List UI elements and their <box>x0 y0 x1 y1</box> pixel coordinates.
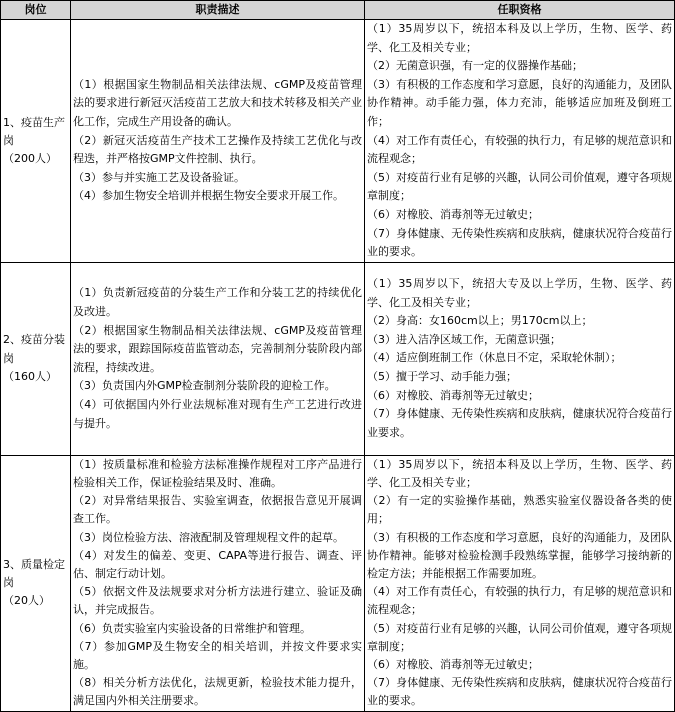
duty-item: （3）参与并实施工艺及设备验证。 <box>73 170 245 184</box>
qualification-item: （6）对橡胶、消毒剂等无过敏史； <box>367 207 539 221</box>
qualification-item: （2）身高：女160cm以上；男170cm以上； <box>367 314 593 328</box>
duties-cell <box>71 20 365 263</box>
qualification-item: （6）对橡胶、消毒剂等无过敏史； <box>367 388 539 402</box>
duty-item: （5）依据文件及法规要求对分析方法进行建立、验证及确认，并完成报告。 <box>73 585 362 617</box>
table-row <box>1 20 675 263</box>
position-cell <box>1 262 71 455</box>
duty-item: （1）按质量标准和检验方法标准操作规程对工序产品进行检验相关工作，保证检验结果及时、准确。 <box>73 457 362 489</box>
qualification-item: （4）对工作有责任心，有较强的执行力，有足够的规范意识和流程观念； <box>367 133 672 166</box>
qualification-item: （5）对疫苗行业有足够的兴趣，认同公司价值观，遵守各项规章制度； <box>367 621 672 653</box>
qualification-item: （6）对橡胶、消毒剂等无过敏史； <box>367 657 539 671</box>
duty-item: （3）负责国内外GMP检查制剂分装阶段的迎检工作。 <box>73 379 336 393</box>
position-headcount: （20人） <box>3 594 50 608</box>
qualification-item: （5）擅于学习、动手能力强； <box>367 370 517 384</box>
duty-item: （6）负责实验室内实验设备的日常维护和管理。 <box>73 621 311 635</box>
position-title: 2、疫苗分装岗 <box>3 333 65 365</box>
qualification-item: （4）适应倒班制工作（休息日不定，采取轮休制）； <box>367 351 622 365</box>
position-title: 3、质量检定岗 <box>3 557 65 590</box>
position-title: 1、疫苗生产岗 <box>3 115 65 147</box>
table-row <box>1 455 675 711</box>
position-cell <box>1 20 71 263</box>
duty-item: （4）参加生物安全培训并根据生物安全要求开展工作。 <box>73 189 344 203</box>
header-duties: 职责描述 <box>71 1 365 20</box>
qualification-item: （1）35周岁以下，统招本科及以上学历，生物、医学、药学、化工及相关专业； <box>367 22 672 54</box>
qualification-item: （5）对疫苗行业有足够的兴趣，认同公司价值观，遵守各项规章制度； <box>367 170 672 203</box>
position-headcount: （160人） <box>3 369 57 383</box>
qualification-item: （3）有积极的工作态度和学习意愿，良好的沟通能力，及团队协作精神。动手能力强，体力充沛，能够适应加班及倒班工作； <box>367 77 672 128</box>
qualifications-cell <box>365 20 675 263</box>
duty-item: （4）可依据国内外行业法规标准对现有生产工艺进行改进与提升。 <box>73 397 362 430</box>
qualification-item: （7）身体健康、无传染性疾病和皮肤病，健康状况符合疫苗行业的要求。 <box>367 226 672 259</box>
qualification-item: （3）有积极的工作态度和学习意愿，良好的沟通能力，及团队协作精神。能够对检验检测手段熟练掌握，能够学习接纳新的检定方法；并能根据工作需要加班。 <box>367 530 672 580</box>
duty-item: （3）岗位检验方法、溶液配制及管理规程文件的起草。 <box>73 530 344 544</box>
duty-item: （7）参加GMP及生物安全的相关培训，并按文件要求实施。 <box>73 639 362 671</box>
qualification-item: （2）无菌意识强，有一定的仪器操作基础； <box>367 59 583 73</box>
duty-item: （8）相关分析方法优化，法规更新，检验技术能力提升，满足国内外相关注册要求。 <box>73 676 362 708</box>
qualification-item: （2）有一定的实验操作基础，熟悉实验室仪器设备各类的使用； <box>367 494 672 526</box>
qualification-item: （7）身体健康、无传染性疾病和皮肤病，健康状况符合疫苗行业的要求。 <box>367 676 672 708</box>
duty-item: （4）对发生的偏差、变更、CAPA等进行报告、调查、评估、制定行动计划。 <box>73 548 362 580</box>
duties-cell <box>71 455 365 711</box>
table-header-row <box>1 1 675 20</box>
duty-item: （2）根据国家生物制品相关法律法规、cGMP及疫苗管理法的要求，跟踪国际疫苗监管动态，完善制剂分装阶段内部流程，持续改进。 <box>73 323 362 374</box>
qualification-item: （1）35周岁以下，统招本科及以上学历，生物、医学、药学、化工及相关专业； <box>367 457 672 489</box>
qualifications-cell <box>365 262 675 455</box>
qualifications-cell <box>365 455 675 711</box>
duties-cell <box>71 262 365 455</box>
table-row <box>1 262 675 455</box>
duty-item: （1）负责新冠疫苗的分装生产工作和分装工艺的持续优化及改进。 <box>73 286 362 318</box>
qualification-item: （7）身体健康、无传染性疾病和皮肤病，健康状况符合疫苗行业要求。 <box>367 407 672 439</box>
duty-item: （2）新冠灭活疫苗生产技术工艺操作及持续工艺优化与改程迭，并严格按GMP文件控制、执行。 <box>73 133 362 166</box>
duty-item: （2）对异常结果报告、实验室调查，依据报告意见开展调查工作。 <box>73 494 362 526</box>
position-headcount: （200人） <box>3 151 57 165</box>
qualification-item: （3）进入洁净区域工作，无菌意识强； <box>367 332 561 346</box>
qualification-item: （4）对工作有责任心，有较强的执行力，有足够的规范意识和流程观念； <box>367 585 672 617</box>
header-qualifications: 任职资格 <box>365 1 675 20</box>
qualification-item: （1）35周岁以下，统招大专及以上学历，生物、医学、药学、化工及相关专业； <box>367 277 672 309</box>
duty-item: （1）根据国家生物制品相关法律法规、cGMP及疫苗管理法的要求进行新冠灭活疫苗工艺放大和技术转移及相关产业化工作，完成生产用设备的确认。 <box>73 77 362 128</box>
position-cell <box>1 455 71 711</box>
header-position: 岗位 <box>1 1 71 20</box>
